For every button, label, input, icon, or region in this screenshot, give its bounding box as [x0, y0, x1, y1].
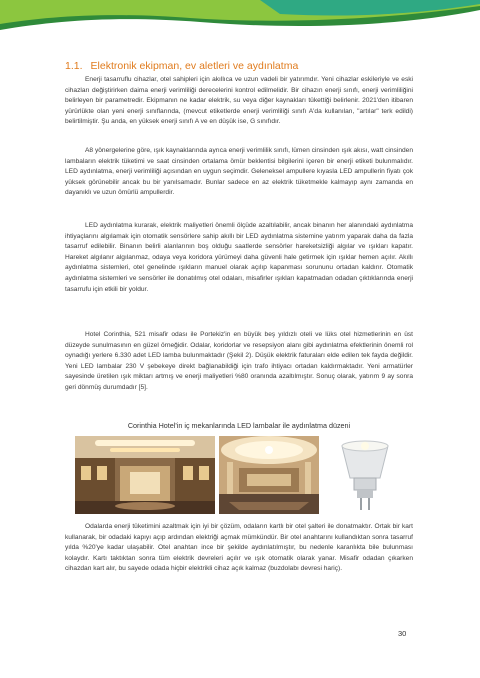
header-wave-decoration [0, 0, 480, 40]
paragraph-smart-led: LED aydınlatma kurarak, elektrik maliyetleri önemli ölçüde azaltılabilir, ancak binanın her alanındaki aydınlatma ihtiyaçlarını algılamak için otomatik sensörlere sahip akıllı bir LED aydınlatma sistemine yatırım yaparak daha da fazla tasarruf edilebilir. Binanın belirli alanlarının boş olduğu saatlerde sensörler hareketsizliği algılar ve ışıkları kapatır. Hareket algılanır algılanmaz, odaya veya koridora yürümeyi daha güvenli hale getirmek için ışıklar hemen açılır. Akıllı aydınlatma sistemleri, otel genelinde ışıkların manuel olarak açılıp kapanması sorununu ortadan kaldırır. Otomatik aydınlatma sistemleri ve sensörler ile donatılmış otel odaları, misafirler ışıkları kapatmadan odadan çıktıklarında enerji tasarrufu için etkili bir yoldur. [65, 222, 413, 293]
hotel-lobby-photo [219, 436, 319, 514]
section-title-text: Elektronik ekipman, ev aletleri ve aydınlatma [90, 60, 299, 72]
section-title [65, 60, 298, 72]
paragraph-key-card: Odalarda enerji tüketimini azaltmak için iyi bir çözüm, odaların kartlı bir otel şalteri ile donatmaktır. Ortak bir kart kullanarak, bir odadaki kapıyı açıp ardından elektriği açmak mümkündür. Bir otel anahtarını kullandıktan sonra tasarruf yılda %20'ye kadar ulaşabilir. Otel anahtarı ince bir şekilde aydınlatılmıştır, bu nedenle karanlıkta bile bulunması kolaydır. Kartı taktıktan sonra tüm elektrik devreleri açılır ve ışık otomatik olarak yanar. Misafir odadan çıkarken cihazdan kart alır, bu sayede odada hiçbir elektrikli cihaz açık kalmaz (buzdolabı devresi hariç). [65, 523, 413, 573]
paragraph-energy-classes: Enerji tasarruflu cihazlar, otel sahipleri için akıllıca ve uzun vadeli bir yatırımdır. Yeni cihazlar eskileriyle ve eski cihazları değiştirirken daima enerji verimliliği derecelerini kontrol edilmelidir. Bir cihazın enerji sınıfı, enerji verimliliğini belirleyen bir parametredir. Ekipmanın ne kadar elektrik, su veya diğer kaynakları tükettiği belirlenir. 2021'den itibaren yürürlükte olan yeni enerji sınıflarında, (mevcut etiketlerde enerji verimliliği sınıfı A'da kullanılan, "artılar" terk edildi) belirtilmiştir. Şu anda, en yüksek enerji sınıfı A ve en düşük ise, G sınıfıdır. [65, 76, 413, 126]
figure-caption: Corinthia Hotel'in iç mekanlarında LED lambalar ile aydınlatma düzeni [127, 421, 351, 430]
section-number: 1.1. [65, 60, 83, 72]
led-bulb-photo [324, 436, 406, 514]
page-number: 30 [398, 629, 407, 638]
hotel-corridor-photo [75, 436, 215, 514]
paragraph-corinthia: Hotel Corinthia, 521 misafir odası ile Portekiz'in en büyük beş yıldızlı oteli ve lüks otel hizmetlerinin en üst düzeyde sunulmasının en güzel örneğidir. Odalar, koridorlar ve resepsiyon alanı gibi aydınlatma efektlerinin önemli rol oynadığı yerlere 6.330 adet LED lamba bulunmaktadır (Şekil 2). Düşük elektrik faturaları elde edilen tek fayda değildir. Yeni LED lambalar 230 V şebekeye direkt bağlanabildiği için trafo ihtiyacı ortadan kaldırmaktadır. Yeni armatürler sayesinde üretilen ışık miktarı artmış ve enerji maliyetleri %80 oranında azaltılmıştır. Sonuç olarak, yatırım 9 ay sonra geri dönmüş durumdadır [5]. [65, 331, 413, 391]
paragraph-energy-label: A8 yönergelerine göre, ışık kaynaklarında ayrıca enerji verimlilik sınıfı, lümen cinsinden ışık akısı, watt cinsinden lambaların elektrik tüketimi ve saat cinsinden ortalama ömür beklentisi bilgilerini içeren bir enerji etiketi bulunmalıdır. LED aydınlatma, enerji verimliliği açısından en uygun seçimdir. Geleneksel ampullere kıyasla LED ampullerin fiyatı çok yüksek görünebilir ancak bu bir yanılsamadır. Bunlar sadece en az elektrik tüketmekle kalmayıp aynı zamanda en dayanıklı ve uzun ömürlü ampullerdir. [65, 147, 413, 197]
